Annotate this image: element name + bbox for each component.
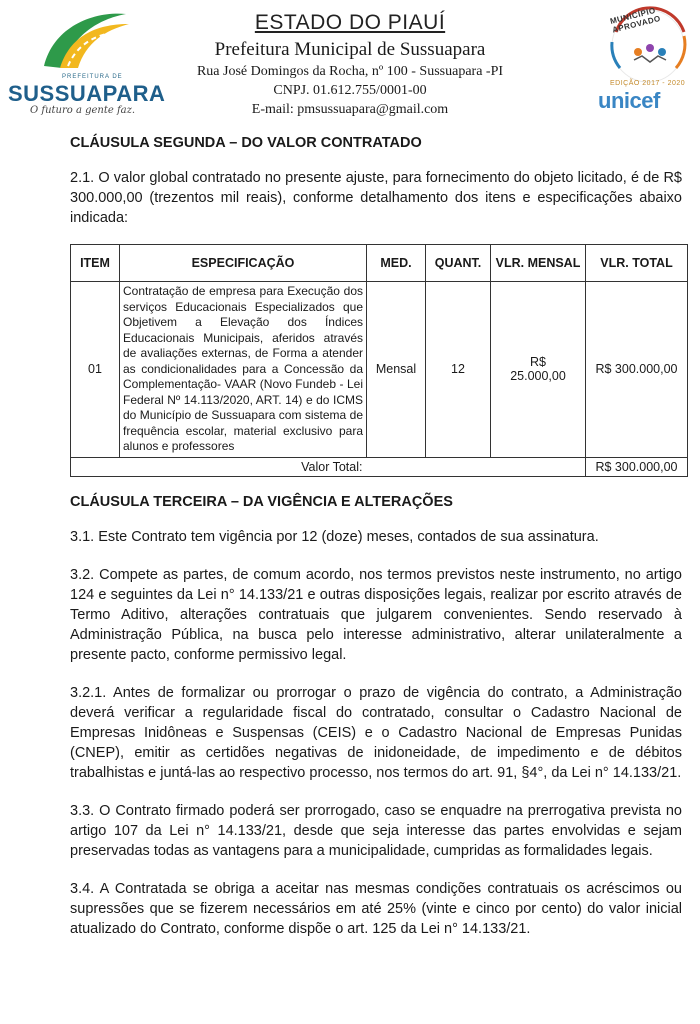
cell-item: 01 xyxy=(71,282,120,458)
clausula-terceira-title: CLÁUSULA TERCEIRA – DA VIGÊNCIA E ALTERAÇÕES xyxy=(70,493,453,510)
col-item-header: ITEM xyxy=(71,245,120,282)
email-line: E-mail: pmsussuapara@gmail.com xyxy=(251,102,449,117)
col-med-header: MED. xyxy=(367,245,426,282)
paragraph-3-4: 3.4. A Contratada se obriga a aceitar nas mesmas condições contratuais os acréscimos ou supressões que se fizerem necessários em até 25% (vinte e cinco por cento) do valor inicial atualizado do Contrato, conforme dispõe o art. 125 da Lei n° 14.133/21. xyxy=(70,880,682,937)
paragraph-3-1: 3.1. Este Contrato tem vigência por 12 (doze) meses, contados de sua assinatura. xyxy=(70,528,599,545)
col-vlr-mensal-header: VLR. MENSAL xyxy=(491,245,586,282)
cell-med: Mensal xyxy=(367,282,426,458)
road-swoosh-icon xyxy=(34,6,134,76)
document-body xyxy=(70,128,682,939)
seal-edition: EDIÇÃO 2017 - 2020 xyxy=(610,80,686,87)
total-spacer xyxy=(367,457,586,476)
cnpj-line: CNPJ. 01.612.755/0001-00 xyxy=(273,83,427,98)
table-header-row xyxy=(71,245,688,282)
col-vlr-total-header: VLR. TOTAL xyxy=(586,245,688,282)
paragraph-3-2-1: 3.2.1. Antes de formalizar ou prorrogar o prazo de vigência do contrato, a Administração deverá verificar a regularidade fiscal do contratado, consultar o Cadastro Nacional de Empresas Inidôneas e Suspensas (CEIS) e o Cadastro Nacional de Empresas Punidas (CNEP), emitir as certidões negativas de inidoneidade, de impedimento e de débitos trabalhistas e juntá-las ao respectivo processo, nos termos do art. 91, §4°, da Lei n° 14.133/21. xyxy=(70,684,682,781)
paragraph-3-3: 3.3. O Contrato firmado poderá ser prorrogado, caso se enquadre na prerrogativa prevista no artigo 107 da Lei n° 14.133/21, desde que seja interesse das partes envolvidas e sejam preservadas todas as vantagens para a municipalidade, cumpridas as formalidades legais. xyxy=(70,802,682,859)
paragraph-3-2: 3.2. Compete as partes, de comum acordo, nos termos previstos neste instrumento, no artigo 124 e seguintes da Lei n° 14.133/21 e outras disposições legais, realizar por escrito através de Termo Aditivo, alterações contratuais que julgarem convenientes. Sendo reservado à Administração Pública, na busca pelo interesse administrativo, alterar unilateralmente a presente pacto, conforme permissivo legal. xyxy=(70,566,682,663)
paragraph-2-1: 2.1. O valor global contratado no presente ajuste, para fornecimento do objeto licitado, é de R$ 300.000,00 (trezentos mil reais), conforme detalhamento dos itens e especificações abaixo indicada: xyxy=(70,170,682,226)
table-total-row xyxy=(71,457,688,476)
unicef-logo: unicef xyxy=(598,88,660,113)
address-line: Rua José Domingos da Rocha, nº 100 - Sussuapara -PI xyxy=(196,64,504,79)
sussuapara-logo xyxy=(4,6,164,118)
cell-vlr-total: R$ 300.000,00 xyxy=(586,282,688,458)
col-spec-header: ESPECIFICAÇÃO xyxy=(120,245,367,282)
logo-slogan: O futuro a gente faz. xyxy=(30,105,136,116)
items-table xyxy=(70,244,688,477)
letterhead xyxy=(0,0,700,125)
total-value: R$ 300.000,00 xyxy=(586,457,688,476)
table-row xyxy=(71,282,688,458)
letterhead-text xyxy=(150,10,550,119)
col-quant-header: QUANT. xyxy=(426,245,491,282)
cell-spec: Contratação de empresa para Execução dos serviços Educacionais Especializados que Objetivem a Elevação dos Índices Educacionais Municipais, aferidos através de avaliações externas, de Forma a atender as condicionalidades para a Concessão da Complementação- VAAR (Novo Fundeb - Lei Federal Nº 14.113/2020, ART. 14) e do ICMS do Município de Sussuapara com sistema de frequência escolar, material exclusivo para alunos e professores xyxy=(120,282,367,458)
logo-small-text: PREFEITURA DE xyxy=(62,74,123,80)
prefecture-name: Prefeitura Municipal de Sussuapara xyxy=(214,39,486,60)
unicef-seal xyxy=(596,2,700,112)
cell-quant: 12 xyxy=(426,282,491,458)
state-title: ESTADO DO PIAUÍ xyxy=(254,11,446,34)
seal-text: MUNICÍPIO APROVADO xyxy=(609,5,662,35)
clausula-segunda-title: CLÁUSULA SEGUNDA – DO VALOR CONTRATADO xyxy=(70,135,422,151)
logo-name: SUSSUAPARA xyxy=(8,81,166,106)
total-label: Valor Total: xyxy=(71,457,367,476)
cell-vlr-mensal: R$ 25.000,00 xyxy=(491,282,586,458)
